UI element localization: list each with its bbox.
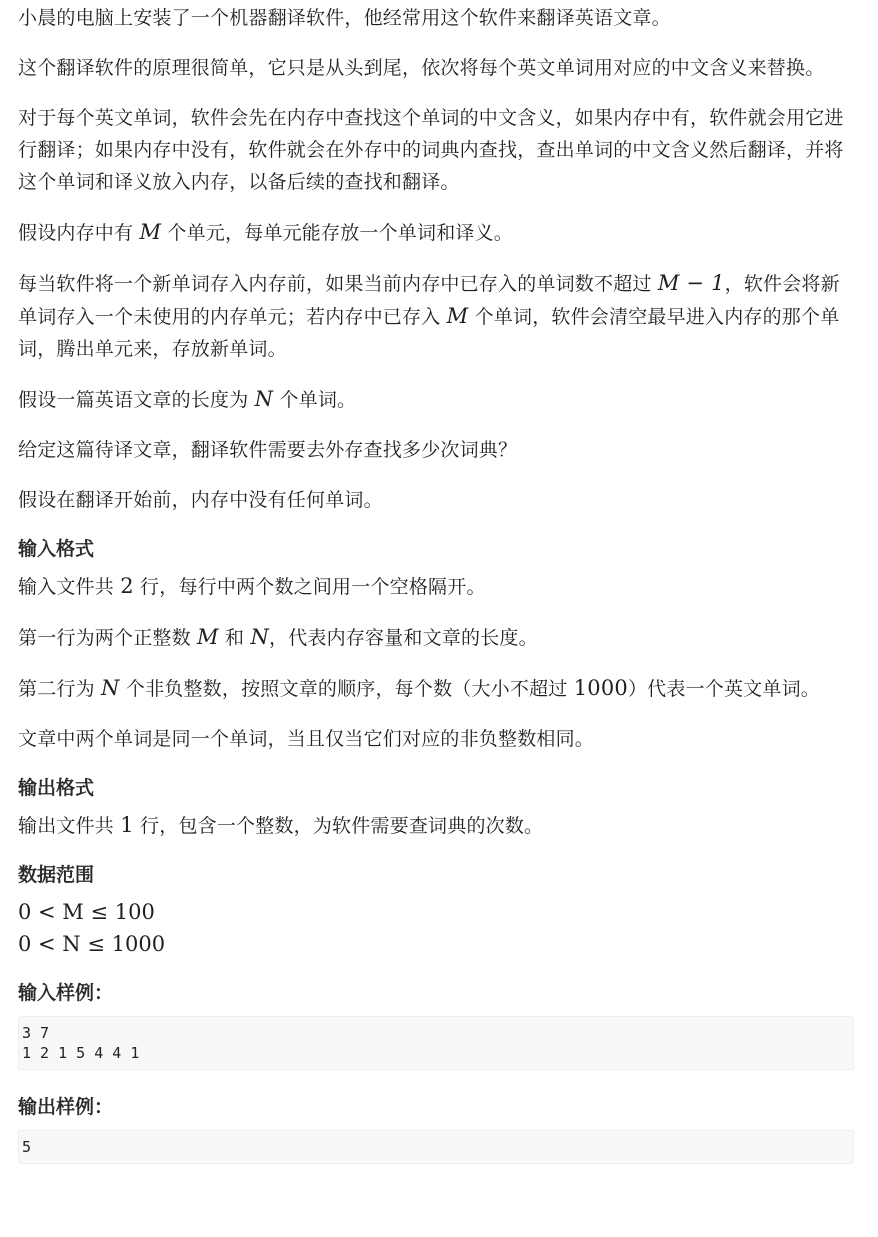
input-format-line-2 <box>18 621 854 654</box>
text-segment: 个单词，软件会清空最早进入内存的那个单词，腾出单元来，存放新单词。 <box>18 306 840 360</box>
heading-output-format: 输出格式 <box>18 777 95 799</box>
math-m: M <box>197 625 219 649</box>
text-segment: 每当软件将一个新单词存入内存前，如果当前内存中已存入的单词数不超过 <box>18 273 658 295</box>
text-segment: 和 <box>218 627 251 649</box>
text-segment: 输出文件共 <box>18 815 121 837</box>
text-segment: 行，包含一个整数，为软件需要查词典的次数。 <box>133 815 544 837</box>
paragraph-question: 给定这篇待译文章，翻译软件需要去外存查找多少次词典？ <box>18 439 518 461</box>
text-segment: 第一行为两个正整数 <box>18 627 198 649</box>
heading-input-format: 输入格式 <box>18 538 95 560</box>
math-n: N <box>254 387 274 411</box>
text-segment: 行，每行中两个数之间用一个空格隔开。 <box>133 576 486 598</box>
text-segment: 个单元，每单元能存放一个单词和译义。 <box>161 222 513 244</box>
heading-sample-output: 输出样例： <box>18 1096 114 1118</box>
math-m: M <box>139 220 162 244</box>
math-number: 1000 <box>573 676 628 700</box>
input-format-line-4: 文章中两个单词是同一个单词，当且仅当它们对应的非负整数相同。 <box>18 728 595 750</box>
math-m: M <box>446 304 469 328</box>
range-m: 0 < M ≤ 100 <box>18 900 155 924</box>
text-segment: 个非负整数，按照文章的顺序，每个数（大小不超过 <box>119 678 574 700</box>
math-number: 2 <box>120 574 134 598</box>
paragraph-article-length <box>18 383 854 416</box>
input-format-line-3 <box>18 672 854 705</box>
text-segment: 个单词。 <box>273 389 357 411</box>
paragraph-replacement <box>18 267 854 365</box>
text-segment: 假设一篇英语文章的长度为 <box>18 389 255 411</box>
sample-input-code[interactable]: 3 7 1 2 1 5 4 4 1 <box>18 1016 854 1070</box>
heading-sample-input: 输入样例： <box>18 982 114 1004</box>
paragraph-principle: 这个翻译软件的原理很简单，它只是从头到尾，依次将每个英文单词用对应的中文含义来替换。 <box>18 57 825 79</box>
text-segment: ，软件会将新单词存入一个未使用的内存单元；若内存中已存入 <box>18 273 840 328</box>
paragraph-initial-state: 假设在翻译开始前，内存中没有任何单词。 <box>18 489 383 511</box>
paragraph-lookup: 对于每个英文单词，软件会先在内存中查找这个单词的中文含义，如果内存中有，软件就会用它进行翻译；如果内存中没有，软件就会在外存中的词典内查找，查出单词的中文含义然后翻译，并将这个单词和译义放入内存，以备后续的查找和翻译。 <box>18 107 844 193</box>
text-segment: 输入文件共 <box>18 576 121 598</box>
math-m-minus-1: M − 1 <box>657 271 725 295</box>
math-n: N <box>250 625 270 649</box>
text-segment: ，代表内存容量和文章的长度。 <box>269 627 538 649</box>
text-segment: ）代表一个英文单词。 <box>627 678 820 700</box>
input-format-line-1 <box>18 570 854 603</box>
data-range-list <box>18 896 854 960</box>
sample-output-code[interactable]: 5 <box>18 1130 854 1164</box>
heading-data-range: 数据范围 <box>18 864 95 886</box>
output-format-line-1 <box>18 809 854 842</box>
text-segment: 第二行为 <box>18 678 102 700</box>
math-number: 1 <box>120 813 134 837</box>
math-n: N <box>101 676 120 700</box>
paragraph-intro: 小晨的电脑上安装了一个机器翻译软件，他经常用这个软件来翻译英语文章。 <box>18 7 671 29</box>
range-n: 0 < N ≤ 1000 <box>18 932 166 956</box>
paragraph-memory-size <box>18 216 854 249</box>
text-segment: 假设内存中有 <box>18 222 140 244</box>
